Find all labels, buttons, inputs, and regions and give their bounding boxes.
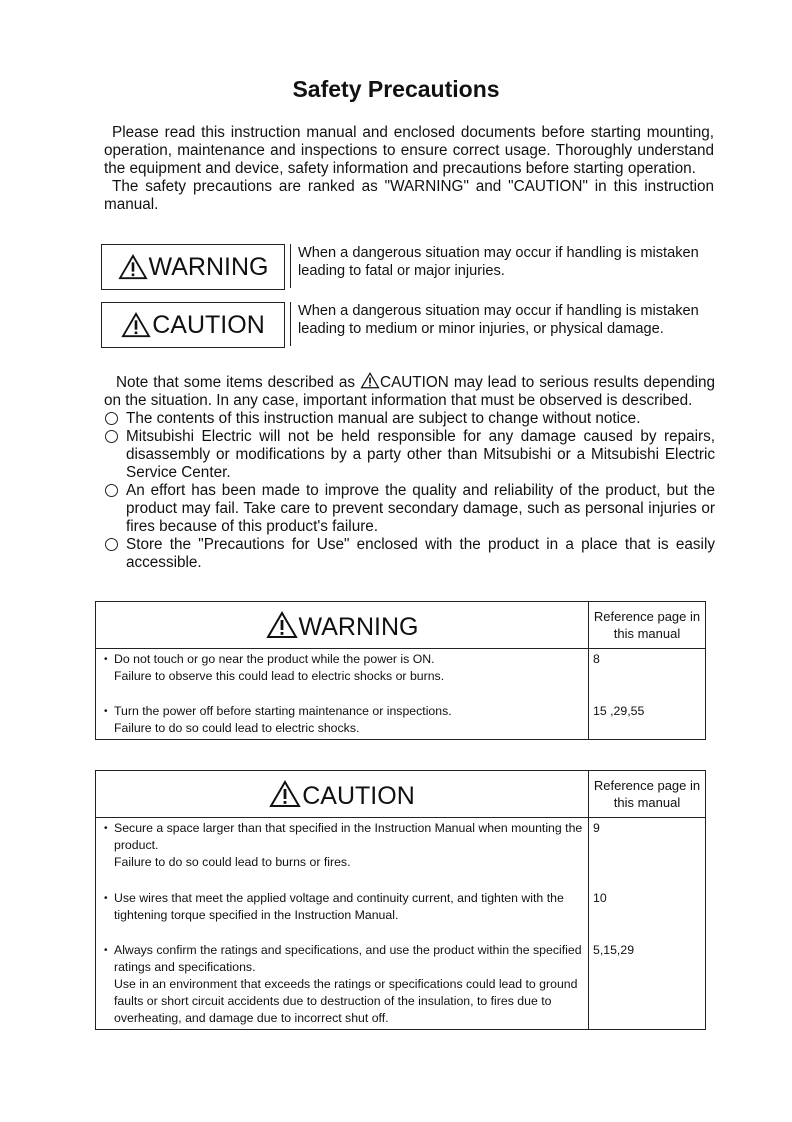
intro-paragraph: Please read this instruction manual and enclosed documents before starting mounting, operation, maintenance and inspections to ensure correct usage. Thoroughly understand the equipment and device, safety information and precautions before starting operation. (104, 124, 714, 177)
table-cell-reference: 5,15,29 (589, 940, 706, 1030)
list-item-text: Store the "Precautions for Use" enclosed with the product in a place that is easily accessible. (126, 536, 715, 571)
warning-triangle-icon (266, 611, 298, 639)
warning-table (95, 601, 706, 740)
warning-triangle-icon (118, 254, 148, 280)
table-row (96, 818, 706, 889)
caution-signal-label: CAUTION (152, 310, 265, 339)
table-row (96, 701, 706, 740)
caution-definition (101, 302, 715, 350)
note-keyword: CAUTION (380, 374, 449, 391)
notice-list (104, 410, 715, 572)
caution-description: When a dangerous situation may occur if handling is mistaken leading to medium or minor injuries, or physical damage. (290, 302, 715, 346)
intro-text (104, 124, 714, 214)
note-text-before: Note that some items described as (116, 374, 356, 391)
table-cell-reference: 10 (589, 888, 706, 940)
precaution-text: • Do not touch or go near the product while the power is ON. Failure to observe this could lead to electric shocks or burns. (104, 651, 584, 685)
list-item-text: The contents of this instruction manual are subject to change without notice. (126, 410, 641, 427)
caution-note (104, 372, 715, 410)
circle-bullet-icon (105, 538, 118, 551)
reference-page-header: Reference page in this manual (589, 771, 706, 818)
caution-triangle-icon (269, 780, 301, 808)
table-cell-precaution (96, 888, 589, 940)
circle-bullet-icon (105, 484, 118, 497)
table-cell-precaution (96, 940, 589, 1030)
warning-signal-label: WARNING (148, 252, 269, 281)
warning-signal-box (101, 244, 285, 290)
caution-table-title: CAUTION (302, 782, 415, 810)
precaution-text: • Always confirm the ratings and specifications, and use the product within the specified ratings and specifications. Use in an environment that exceeds the ratings or specifications could lead to ground faults or short circuit accidents due to destruction of the insulation, to fires due to overheating, and damage due to incorrect shut off. (104, 942, 584, 1027)
list-item (104, 482, 715, 536)
notes-section (104, 372, 715, 572)
warning-table-title: WARNING (298, 613, 419, 641)
list-item (104, 410, 715, 428)
caution-triangle-icon (360, 372, 380, 389)
caution-triangle-icon (121, 312, 151, 338)
table-row (96, 649, 706, 702)
precaution-text: • Turn the power off before starting maintenance or inspections. Failure to do so could lead to electric shocks. (104, 703, 584, 737)
caution-table-header (96, 771, 589, 818)
list-item (104, 536, 715, 572)
table-row (96, 888, 706, 940)
list-item-text: Mitsubishi Electric will not be held responsible for any damage caused by repairs, disassembly or modifications by a party other than Mitsubishi or a Mitsubishi Electric Service Center. (126, 428, 715, 481)
intro-paragraph: The safety precautions are ranked as "WARNING" and "CAUTION" in this instruction manual. (104, 178, 714, 213)
table-cell-precaution (96, 818, 589, 889)
table-cell-reference: 15 ,29,55 (589, 701, 706, 740)
warning-table-header (96, 602, 589, 649)
table-cell-reference: 8 (589, 649, 706, 702)
table-cell-precaution (96, 701, 589, 740)
caution-table (95, 770, 706, 1030)
page-title: Safety Precautions (292, 76, 500, 102)
list-item-text: An effort has been made to improve the quality and reliability of the product, but the product may fail. Take care to prevent secondary damage, such as personal injuries or fires because of this product's failure. (126, 482, 715, 535)
note-text-after: may lead to serious results depending on the situation. In any case, important information that must be observed is described. (104, 374, 716, 409)
table-cell-precaution (96, 649, 589, 702)
circle-bullet-icon (105, 412, 118, 425)
warning-definition (101, 244, 715, 292)
table-row (96, 940, 706, 1030)
caution-signal-box (101, 302, 285, 348)
reference-page-header: Reference page in this manual (589, 602, 706, 649)
precaution-text: • Secure a space larger than that specified in the Instruction Manual when mounting the product. Failure to do so could lead to burns or fires. (104, 820, 584, 871)
table-cell-reference: 9 (589, 818, 706, 889)
warning-description: When a dangerous situation may occur if handling is mistaken leading to fatal or major injuries. (290, 244, 715, 288)
list-item (104, 428, 715, 482)
precaution-text: • Use wires that meet the applied voltage and continuity current, and tighten with the tightening torque specified in the Instruction Manual. (104, 890, 584, 924)
circle-bullet-icon (105, 430, 118, 443)
